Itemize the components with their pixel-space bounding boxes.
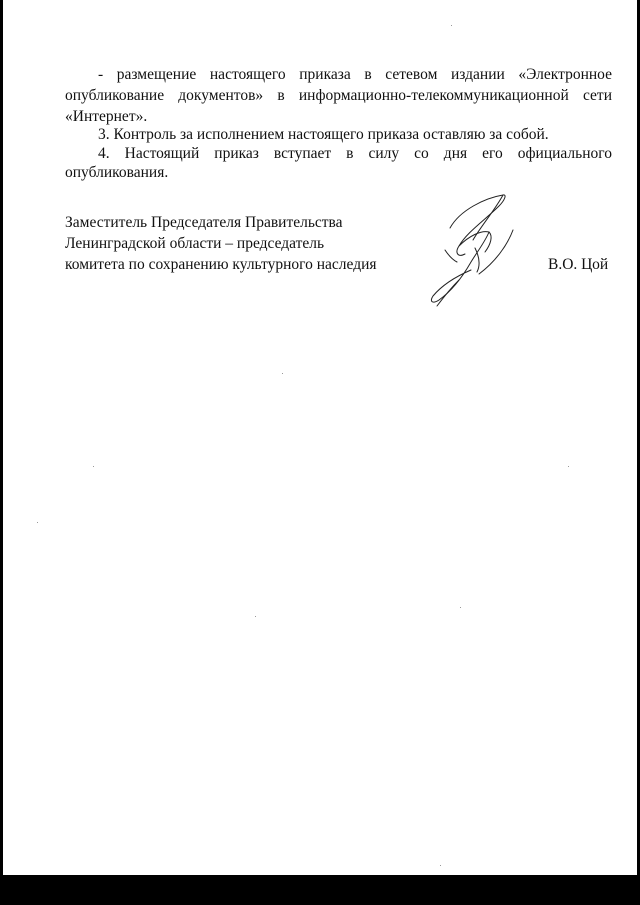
signer-name: В.О. Цой bbox=[548, 256, 609, 273]
paragraph-line: опубликование документов» в информационно-телекоммуникационной сети bbox=[65, 87, 612, 104]
scan-speck bbox=[255, 616, 256, 617]
paragraph-line: - размещение настоящего приказа в сетевом издании «Электронное bbox=[98, 66, 612, 83]
scan-speck bbox=[37, 522, 38, 523]
scan-speck bbox=[451, 25, 452, 26]
list-item-4-line: 4. Настоящий приказ вступает в силу со дня его официального bbox=[98, 145, 612, 162]
handwritten-signature bbox=[415, 190, 525, 310]
paragraph-line: «Интернет». bbox=[65, 108, 148, 125]
scan-speck bbox=[282, 373, 283, 374]
signer-position-line: комитета по сохранению культурного наследия bbox=[65, 256, 377, 273]
list-item-4-line: опубликования. bbox=[65, 164, 169, 181]
scan-speck bbox=[460, 607, 461, 608]
scan-left-border bbox=[0, 0, 3, 905]
scan-speck bbox=[440, 865, 441, 866]
scan-speck bbox=[568, 466, 569, 467]
signer-position-line: Заместитель Председателя Правительства bbox=[65, 214, 343, 231]
scan-speck bbox=[93, 466, 94, 467]
scan-bottom-border bbox=[0, 875, 640, 905]
list-item-3: 3. Контроль за исполнением настоящего приказа оставляю за собой. bbox=[98, 126, 549, 143]
signer-position-line: Ленинградской области – председатель bbox=[65, 235, 325, 252]
